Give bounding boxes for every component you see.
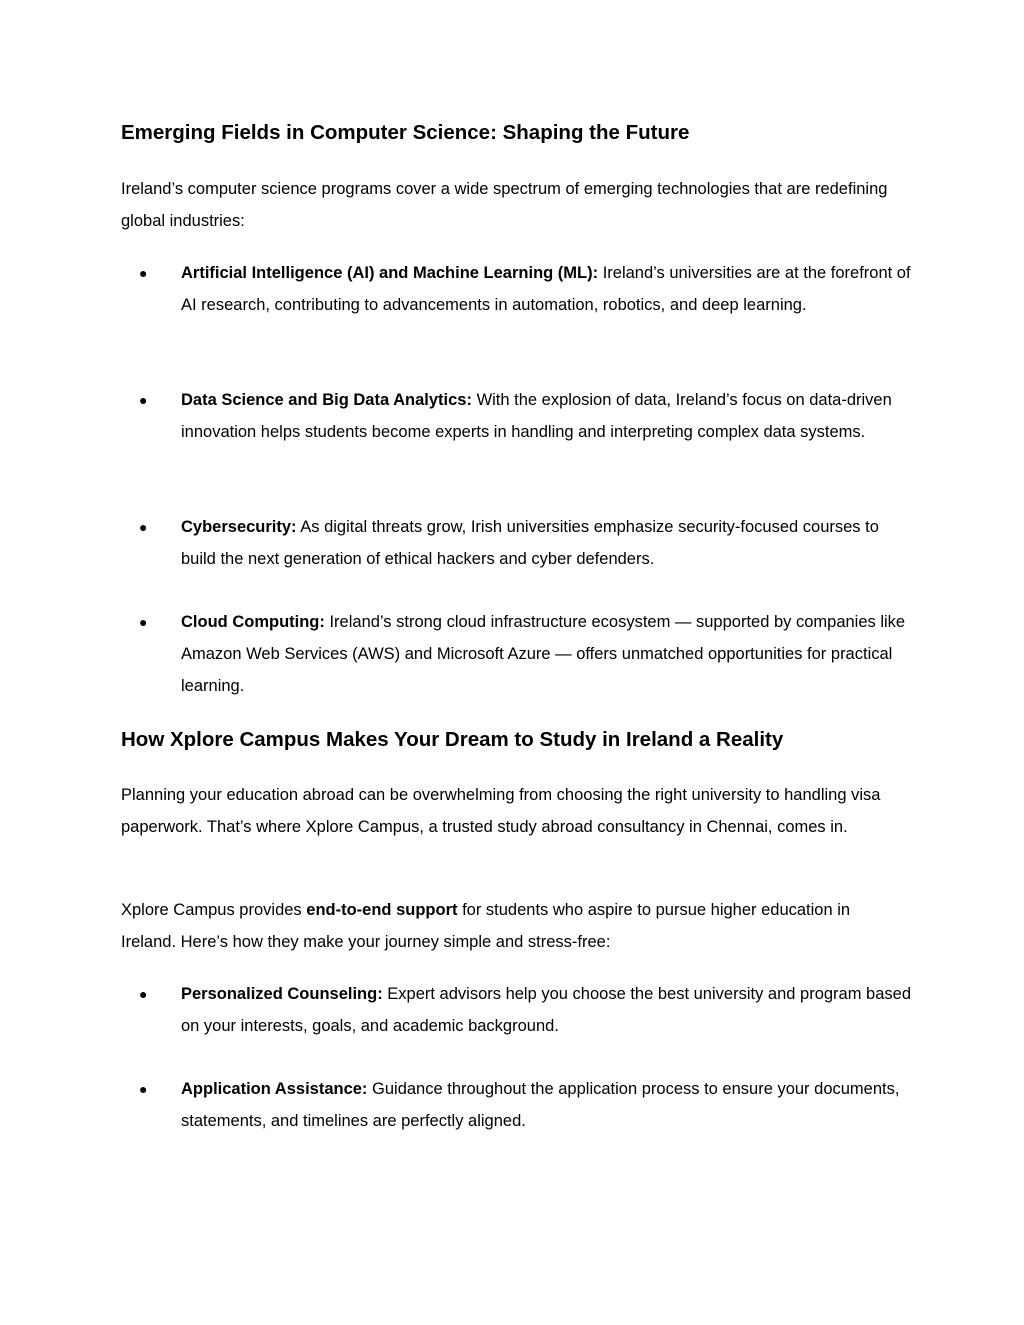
list-item: ● Application Assistance: Guidance throughout the application process to ensure your documents, statements, and timelines are perfectly aligned. (181, 1073, 911, 1137)
bullet-icon: ● (139, 1081, 148, 1097)
section-heading: Emerging Fields in Computer Science: Shaping the Future (121, 121, 690, 144)
paragraph: Xplore Campus provides end-to-end support for students who aspire to pursue higher education in Ireland. Here’s how they make your journey simple and stress-free: (121, 901, 851, 951)
bullet-icon: ● (139, 265, 148, 281)
bullet-icon: ● (139, 392, 148, 408)
list-item: ● Personalized Counseling: Expert advisors help you choose the best university and program based on your interests, goals, and academic background. (181, 978, 911, 1042)
bullet-icon: ● (139, 614, 148, 630)
paragraph: Planning your education abroad can be overwhelming from choosing the right university to handling visa paperwork. That’s where Xplore Campus, a trusted study abroad consultancy in Chennai, comes in. (121, 786, 881, 836)
list-item: ● Cloud Computing: Ireland’s strong cloud infrastructure ecosystem — supported by companies like Amazon Web Services (AWS) and Microsoft Azure — offers unmatched opportunities for practical learning. (181, 606, 911, 702)
list-item: ● Artificial Intelligence (AI) and Machine Learning (ML): Ireland’s universities are at the forefront of AI research, contributing to advancements in automation, robotics, and deep learning. (181, 257, 911, 321)
list-item: ● Cybersecurity: As digital threats grow, Irish universities emphasize security-focused courses to build the next generation of ethical hackers and cyber defenders. (181, 511, 911, 575)
section-heading: How Xplore Campus Makes Your Dream to Study in Ireland a Reality (121, 728, 784, 751)
intro-paragraph: Ireland’s computer science programs cover a wide spectrum of emerging technologies that are redefining global industries: (121, 180, 888, 230)
bullet-icon: ● (139, 986, 148, 1002)
bullet-icon: ● (139, 519, 148, 535)
list-item: ● Data Science and Big Data Analytics: With the explosion of data, Ireland’s focus on data-driven innovation helps students become experts in handling and interpreting complex data systems. (181, 384, 911, 448)
